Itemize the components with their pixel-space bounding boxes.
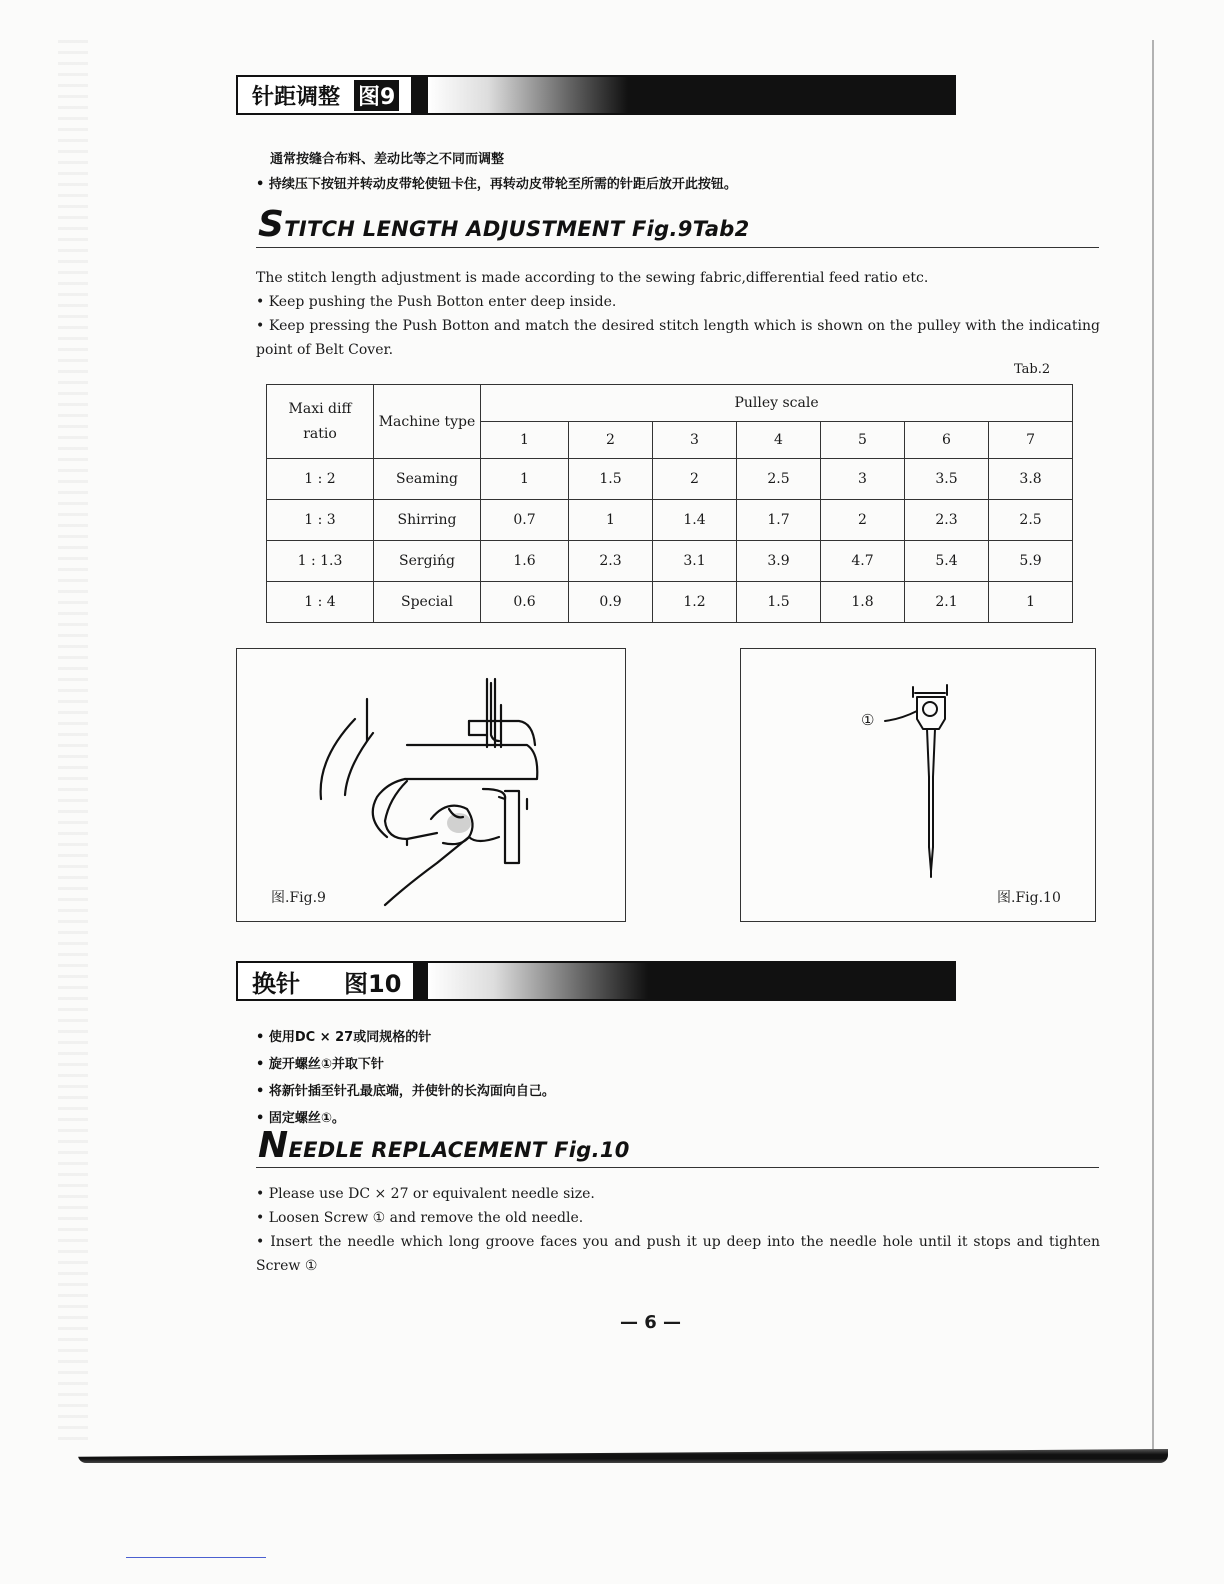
footer-rule	[78, 1449, 1168, 1463]
machine-cell: Seaming	[374, 459, 481, 500]
en-step-3: • Insert the needle which long groove faces you and push it up deep into the needle hole until it stops and tighten Screw ①	[256, 1234, 1100, 1274]
value-cell: 1.8	[821, 582, 905, 623]
header-ratio: Maxi diff ratio	[267, 385, 374, 459]
heading-rest: TITCH LENGTH ADJUSTMENT Fig.9Tab2	[284, 217, 750, 241]
table-row	[267, 459, 1073, 500]
banner-title-cn: 针距调整	[252, 84, 341, 110]
banner-title-cn: 换针	[252, 969, 300, 998]
value-cell: 3.5	[905, 459, 989, 500]
page-number: — 6 —	[620, 1312, 682, 1333]
cn-step-4: • 固定螺丝①。	[256, 1111, 345, 1126]
screw-marker: ①	[861, 711, 875, 729]
tab-label: Tab.2	[1014, 362, 1051, 377]
value-cell: 1.6	[481, 541, 569, 582]
value-cell: 1	[989, 582, 1073, 623]
value-cell: 0.7	[481, 500, 569, 541]
heading-rule	[256, 247, 1099, 248]
scale-cell: 2	[569, 422, 653, 459]
value-cell: 2	[653, 459, 737, 500]
pulley-hand-illustration	[237, 649, 624, 920]
table-row	[267, 500, 1073, 541]
value-cell: 2.3	[905, 500, 989, 541]
banner-fig-ref: 图10	[344, 969, 402, 998]
en-line-2: • Keep pushing the Push Botton enter deep inside.	[256, 294, 617, 310]
table-row	[267, 541, 1073, 582]
section-banner-stitch	[236, 75, 956, 115]
banner-gradient	[428, 77, 628, 113]
scale-cell: 5	[821, 422, 905, 459]
needle-illustration	[741, 649, 1094, 920]
value-cell: 4.7	[821, 541, 905, 582]
value-cell: 1	[481, 459, 569, 500]
header-machine: Machine type	[374, 385, 481, 459]
stitch-instructions	[256, 266, 1100, 362]
ratio-cell: 1 : 4	[267, 582, 374, 623]
cn-line-1: 通常按缝合布料、差动比等之不同而调整	[270, 152, 505, 167]
value-cell: 2.3	[569, 541, 653, 582]
table-row	[267, 582, 1073, 623]
heading-rule	[256, 1167, 1099, 1168]
value-cell: 5.4	[905, 541, 989, 582]
link-underline	[126, 1557, 266, 1558]
fig10-caption: 图.Fig.10	[997, 890, 1061, 906]
value-cell: 3.9	[737, 541, 821, 582]
scale-cell: 1	[481, 422, 569, 459]
scan-edge-artifact	[58, 40, 88, 1440]
en-line-1: The stitch length adjustment is made according to the sewing fabric,differential feed ratio etc.	[256, 270, 929, 286]
value-cell: 1	[569, 500, 653, 541]
value-cell: 2.5	[737, 459, 821, 500]
scale-cell: 4	[737, 422, 821, 459]
machine-cell: Special	[374, 582, 481, 623]
cn-needle-steps	[256, 1024, 555, 1132]
ratio-cell: 1 : 2	[267, 459, 374, 500]
cn-line-2: • 持续压下按钮并转动皮带轮使钮卡住，再转动皮带轮至所需的针距后放开此按钮。	[256, 177, 737, 192]
value-cell: 0.9	[569, 582, 653, 623]
heading-needle-replacement	[258, 1125, 630, 1166]
ratio-cell: 1 : 1.3	[267, 541, 374, 582]
banner-label	[238, 77, 411, 113]
value-cell: 0.6	[481, 582, 569, 623]
value-cell: 1.4	[653, 500, 737, 541]
en-step-1: • Please use DC × 27 or equivalent needle size.	[256, 1186, 595, 1202]
value-cell: 5.9	[989, 541, 1073, 582]
machine-cell: Shirring	[374, 500, 481, 541]
cn-step-1: • 使用DC × 27或同规格的针	[256, 1030, 432, 1045]
value-cell: 1.5	[737, 582, 821, 623]
en-line-3: • Keep pressing the Push Botton and match the desired stitch length which is shown on the pulley with the indicating point of Belt Cover.	[256, 318, 1100, 358]
value-cell: 2	[821, 500, 905, 541]
figure-9	[236, 648, 626, 922]
scale-cell: 3	[653, 422, 737, 459]
needle-instructions	[256, 1182, 1100, 1278]
ratio-cell: 1 : 3	[267, 500, 374, 541]
figure-10	[740, 648, 1096, 922]
scale-cell: 6	[905, 422, 989, 459]
banner-label	[238, 963, 413, 999]
page-edge-line	[1152, 40, 1154, 1460]
section-banner-needle	[236, 961, 956, 1001]
value-cell: 1.7	[737, 500, 821, 541]
scale-cell: 7	[989, 422, 1073, 459]
pulley-scale-table	[266, 384, 1073, 623]
value-cell: 3	[821, 459, 905, 500]
value-cell: 2.5	[989, 500, 1073, 541]
header-pulley: Pulley scale	[481, 385, 1073, 422]
en-step-2: • Loosen Screw ① and remove the old needle.	[256, 1210, 584, 1226]
value-cell: 1.2	[653, 582, 737, 623]
banner-fig-ref: 图9	[354, 80, 399, 111]
value-cell: 1.5	[569, 459, 653, 500]
heading-initial: N	[258, 1125, 289, 1166]
cn-step-3: • 将新针插至针孔最底端，并使针的长沟面向自己。	[256, 1084, 555, 1099]
banner-gradient	[428, 963, 648, 999]
heading-initial: S	[258, 204, 285, 245]
value-cell: 3.8	[989, 459, 1073, 500]
value-cell: 2.1	[905, 582, 989, 623]
cn-step-2: • 旋开螺丝①并取下针	[256, 1057, 384, 1072]
value-cell: 3.1	[653, 541, 737, 582]
machine-cell: Sergińg	[374, 541, 481, 582]
heading-stitch-length	[258, 204, 750, 245]
fig9-caption: 图.Fig.9	[271, 890, 326, 906]
heading-rest: EEDLE REPLACEMENT Fig.10	[288, 1138, 630, 1162]
